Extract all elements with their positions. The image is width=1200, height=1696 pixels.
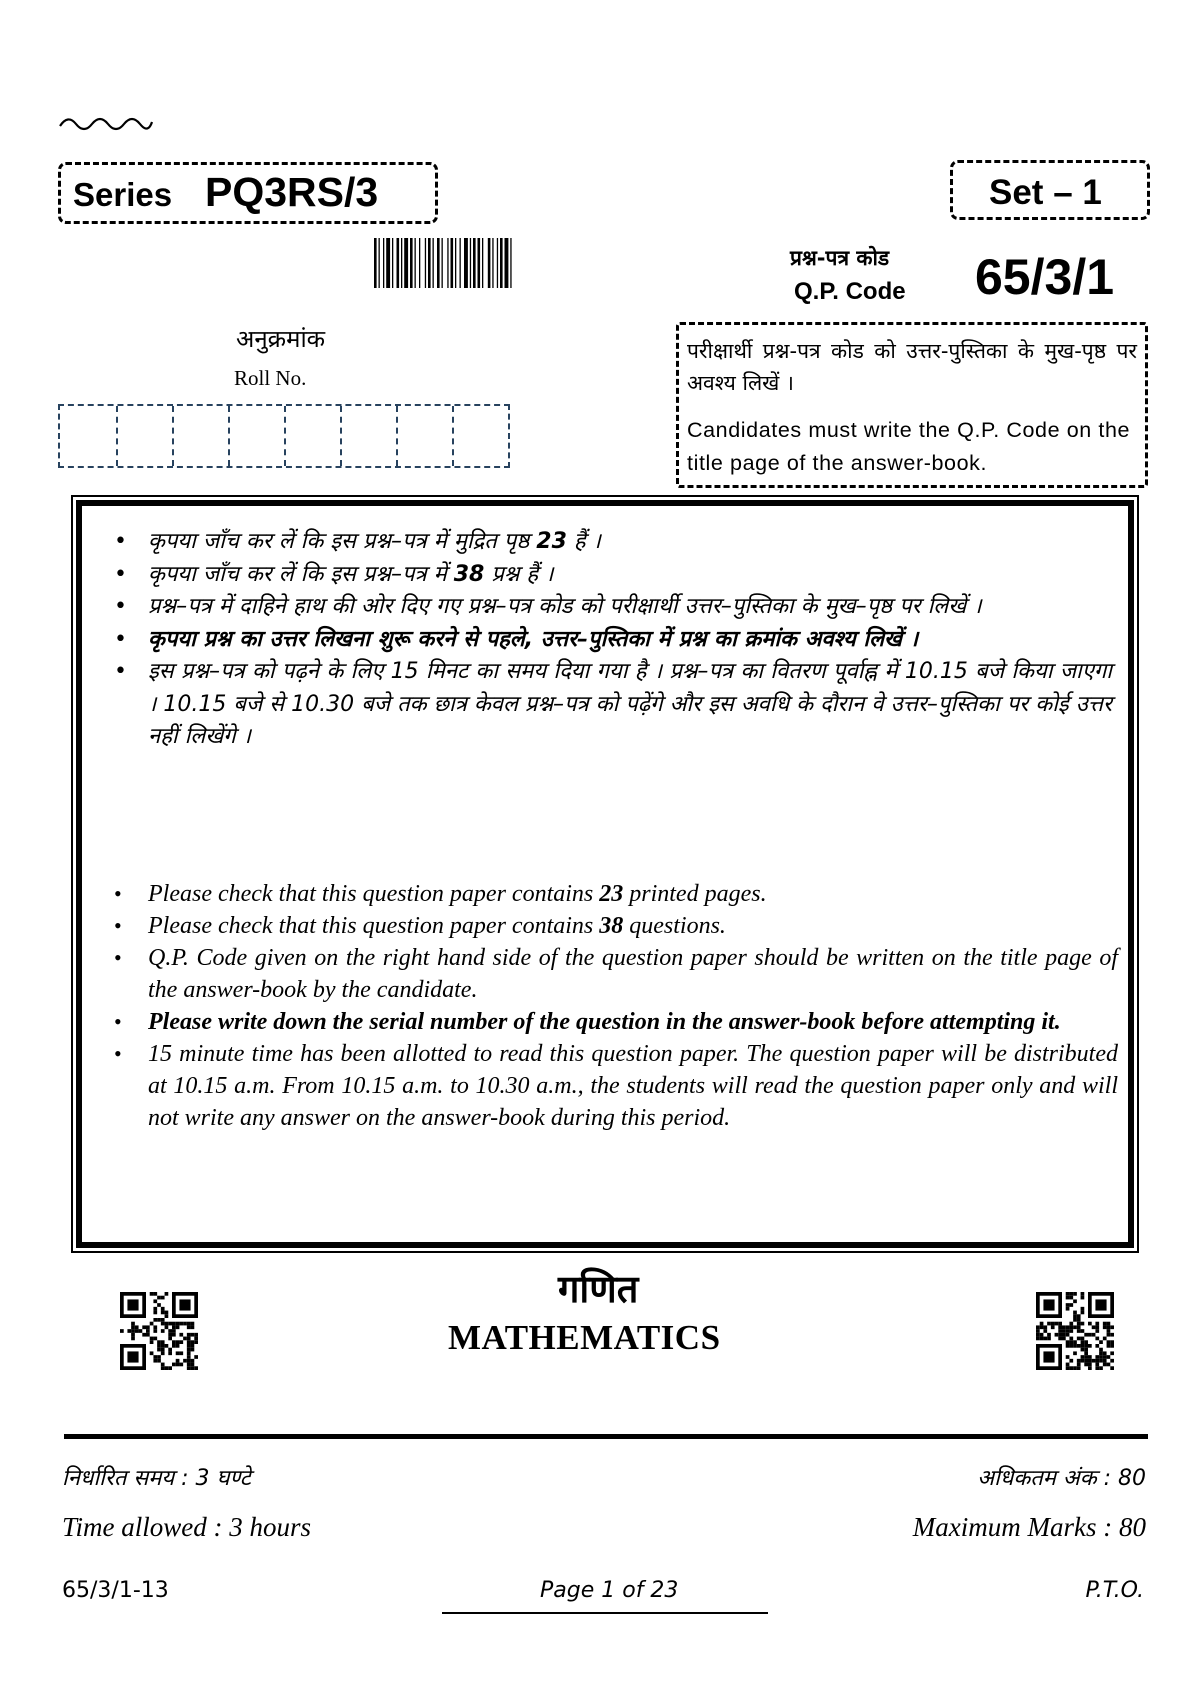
instruction-text-bold: कृपया प्रश्न का उत्तर लिखना शुरू करने से पहले, उत्तर–पुस्तिका में प्रश्न का क्रमांक अवश्य लिखें । <box>148 626 919 652</box>
roll-number-boxes[interactable] <box>58 404 510 468</box>
instruction-text-before: कृपया जाँच कर लें कि इस प्रश्न–पत्र में <box>148 561 454 587</box>
bullet-icon: • <box>114 594 127 619</box>
bullet-icon: • <box>114 1041 122 1066</box>
instructions-hindi-list <box>82 526 1112 754</box>
instruction-item <box>82 942 1118 1006</box>
max-marks-hindi: अधिकतम अंक : 80 <box>977 1466 1146 1491</box>
bullet-icon: • <box>114 626 127 652</box>
bullet-icon: • <box>114 561 127 587</box>
instruction-item <box>82 526 1112 559</box>
roll-digit-cell[interactable] <box>284 406 286 466</box>
footer-page-underline <box>442 1612 768 1614</box>
instruction-item <box>82 624 1112 657</box>
instruction-text-bold: 23 <box>536 529 567 554</box>
footer-code: 65/3/1-13 <box>62 1578 169 1603</box>
roll-digit-cell[interactable] <box>228 406 230 466</box>
subject-hindi: गणित <box>558 1267 639 1311</box>
instruction-text-bold: 23 <box>599 881 624 907</box>
qr-code-right <box>1036 1292 1114 1370</box>
instruction-text-after: printed pages. <box>623 881 767 907</box>
instruction-text-before: Please check that this question paper contains <box>148 913 600 939</box>
instructions-english-list <box>82 878 1118 1134</box>
instruction-text-before: कृपया जाँच कर लें कि इस प्रश्न–पत्र में मुद्रित पृष्ठ <box>148 529 537 554</box>
footer-pto: P.T.O. <box>1085 1578 1144 1603</box>
qp-code-label-english: Q.P. Code <box>794 278 906 305</box>
series-box <box>58 162 438 224</box>
roll-label-hindi: अनुक्रमांक <box>236 325 326 353</box>
subject-english: MATHEMATICS <box>448 1318 721 1357</box>
instruction-text-after: questions. <box>623 913 726 939</box>
roll-digit-cell[interactable] <box>396 406 398 466</box>
bullet-icon: • <box>114 945 122 970</box>
bullet-icon: • <box>114 1009 122 1034</box>
qp-code-value: 65/3/1 <box>975 249 1115 305</box>
notice-box <box>676 322 1148 488</box>
wave-ornament-icon <box>58 112 154 134</box>
instruction-text-before: प्रश्न–पत्र में दाहिने हाथ की ओर दिए गए प्रश्न–पत्र कोड को परीक्षार्थी उत्तर–पुस्तिका के मुख–पृष्ठ पर लिखें । <box>148 594 982 619</box>
bullet-icon: • <box>114 529 127 554</box>
set-label: Set – 1 <box>989 173 1102 212</box>
instruction-text-bold: 38 <box>453 561 485 587</box>
bullet-icon: • <box>114 881 122 906</box>
series-label: Series <box>73 176 173 213</box>
qr-code-left <box>120 1292 198 1370</box>
instruction-item <box>82 910 1118 942</box>
instruction-text-after: प्रश्न हैं । <box>484 561 554 587</box>
time-allowed-hindi: निर्धारित समय : 3 घण्टे <box>62 1466 251 1491</box>
set-box <box>950 160 1150 220</box>
instruction-item <box>82 591 1112 624</box>
divider-rule <box>64 1434 1148 1439</box>
instruction-text-after: हैं । <box>566 529 601 554</box>
instruction-item <box>82 559 1112 592</box>
series-code: PQ3RS/3 <box>205 169 379 215</box>
barcode <box>374 238 594 288</box>
bullet-icon: • <box>114 659 127 684</box>
roll-digit-cell[interactable] <box>340 406 342 466</box>
instruction-item <box>82 1006 1118 1038</box>
max-marks-english: Maximum Marks : 80 <box>912 1512 1146 1542</box>
instruction-text-bold: 38 <box>599 913 624 939</box>
footer-page-number: Page 1 of 23 <box>540 1578 679 1603</box>
bullet-icon: • <box>114 913 122 938</box>
instruction-item <box>82 878 1118 910</box>
time-allowed-english: Time allowed : 3 hours <box>62 1512 312 1542</box>
instruction-item <box>82 1038 1118 1134</box>
roll-digit-cell[interactable] <box>172 406 174 466</box>
roll-digit-cell[interactable] <box>452 406 454 466</box>
notice-hindi: परीक्षार्थी प्रश्न-पत्र कोड को उत्तर-पुस्तिका के मुख-पृष्ठ पर अवश्य लिखें । <box>687 339 1137 395</box>
instruction-text-before: इस प्रश्न–पत्र को पढ़ने के लिए 15 मिनट का समय दिया गया है । प्रश्न–पत्र का वितरण पूर्वाह्न में 10.15 बजे किया जाएगा । 10.15 बजे से 10.30 बजे तक छात्र केवल प्रश्न–पत्र को पढ़ेंगे और इस अवधि के दौरान वे उत्तर–पुस्तिका पर कोई उत्तर नहीं लिखेंगे । <box>148 659 1112 749</box>
roll-label-english: Roll No. <box>234 366 307 390</box>
roll-digit-cell[interactable] <box>116 406 118 466</box>
instruction-text-before: 15 minute time has been allotted to read this question paper. The question paper will be distributed at 10.15 a.m. From 10.15 a.m. to 10.30 a.m., the students will read the question paper only and will not write any answer on the answer-book during this period. <box>148 1041 1118 1131</box>
notice-english: Candidates must write the Q.P. Code on the title page of the answer-book. <box>687 418 1131 475</box>
instruction-text-before: Q.P. Code given on the right hand side of the question paper should be written on the title page of the answer-book by the candidate. <box>148 945 1118 1003</box>
instruction-text-bold: Please write down the serial number of the question in the answer-book before attempting it. <box>148 1009 1061 1035</box>
qp-code-label-hindi: प्रश्न-पत्र कोड <box>790 246 890 270</box>
instructions-box <box>76 500 1134 1248</box>
instruction-item <box>82 656 1112 754</box>
instruction-text-before: Please check that this question paper contains <box>148 881 600 907</box>
